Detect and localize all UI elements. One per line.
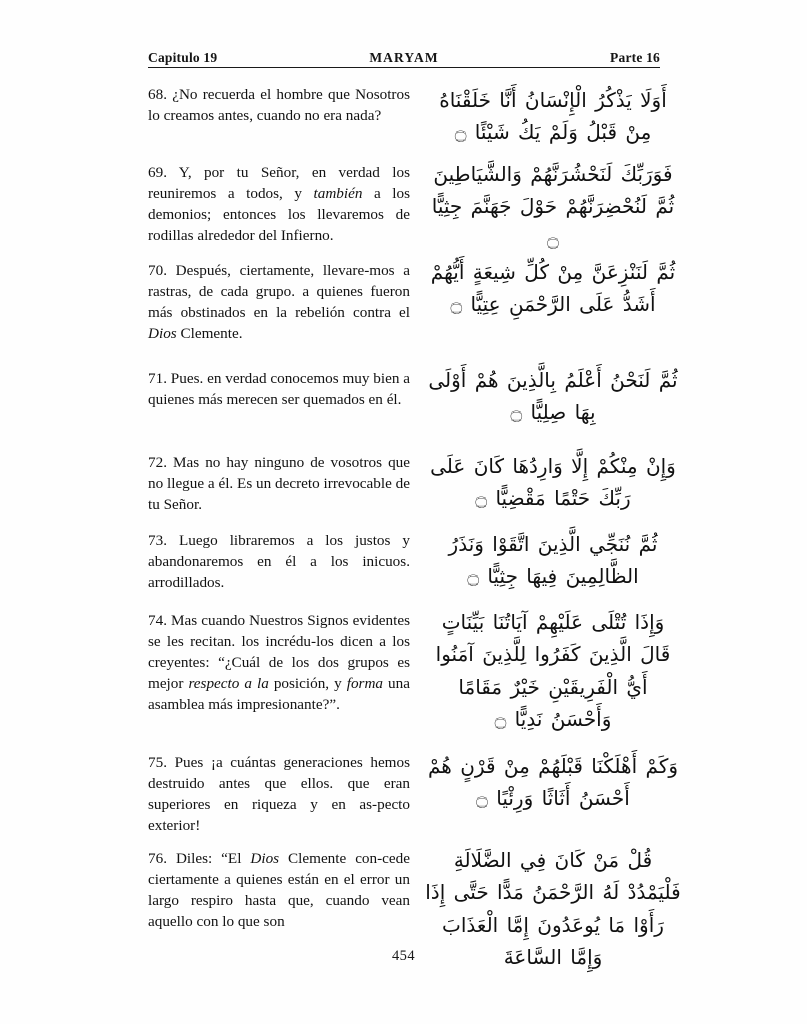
verse-spanish-75: 75. Pues ¡a cuántas generaciones hemos destruido antes que ellos. que eran superiores en riqueza y en as-pecto exterior! <box>148 754 410 835</box>
verse-arabic-75: وَكَمْ أَهْلَكْنَا قَبْلَهُمْ مِنْ قَرْنٍ هُمْ أَحْسَنُ أَثَاثًا وَرِئْيًا ۝ <box>428 754 678 811</box>
running-header <box>148 44 660 68</box>
verse-arabic-72: وَإِنْ مِنْكُمْ إِلَّا وَارِدُهَا كَانَ عَلَى رَبِّكَ حَتْمًا مَقْضِيًّا ۝ <box>430 454 676 511</box>
verse-arabic-68: أَوَلَا يَذْكُرُ الْإِنْسَانُ أَنَّا خَلَقْنَاهُ مِنْ قَبْلُ وَلَمْ يَكُ شَيْئًا ۝ <box>439 88 667 145</box>
verse-spanish-68: 68. ¿No recuerda el hombre que Nosotros lo creamos antes, cuando no era nada? <box>148 86 410 125</box>
verse-arabic-71: ثُمَّ لَنَحْنُ أَعْلَمُ بِالَّذِينَ هُمْ أَوْلَى بِهَا صِلِيًّا ۝ <box>428 368 678 425</box>
verse-spanish-72: 72. Mas no hay ninguno de vosotros que no llegue a él. Es un decreto irrevocable de tu Señor. <box>148 454 410 514</box>
page-number: 454 <box>392 948 415 964</box>
header-surah-title: MARYAM <box>369 50 439 65</box>
verse-spanish-74: 74. Mas cuando Nuestros Signos evidentes se les recitan. los incrédu-los dicen a los creyentes: “¿Cuál de los dos grupos es mejor respecto a la posición, y forma una asamblea más impresionante?”. <box>148 612 410 714</box>
header-part-label: Parte 16 <box>610 50 660 65</box>
verse-spanish-76: 76. Diles: “El Dios Clemente con-cede ciertamente a quienes están en el error un largo respiro hasta que, cuando vean aquello con lo que son <box>148 850 410 931</box>
header-chapter-label: Capitulo 19 <box>148 50 218 65</box>
page-folio <box>0 948 807 965</box>
verse-arabic-73: ثُمَّ نُنَجِّي الَّذِينَ اتَّقَوْا وَنَذَرُ الظَّالِمِينَ فِيهَا جِثِيًّا ۝ <box>448 532 658 589</box>
verse-spanish-69: 69. Y, por tu Señor, en verdad los reuniremos a todos, y también a los demonios; entonces los llevaremos de rodillas alrededor del Infierno. <box>148 164 410 245</box>
verse-arabic-69: فَوَرَبِّكَ لَنَحْشُرَنَّهُمْ وَالشَّيَاطِينَ ثُمَّ لَنُحْضِرَنَّهُمْ حَوْلَ جَهَنَّمَ جِثِيًّا ۝ <box>431 162 675 251</box>
verse-arabic-74: وَإِذَا تُتْلَى عَلَيْهِمْ آيَاتُنَا بَيِّنَاتٍ قَالَ الَّذِينَ كَفَرُوا لِلَّذِينَ آمَنُوا أَيُّ الْفَرِيقَيْنِ خَيْرٌ مَقَامًا وَأَحْسَنُ نَدِيًّا ۝ <box>435 610 671 732</box>
verse-spanish-73: 73. Luego libraremos a los justos y abandonaremos en él a los inicuos. arrodillados. <box>148 532 410 592</box>
verse-arabic-76: قُلْ مَنْ كَانَ فِي الضَّلَالَةِ فَلْيَمْدُدْ لَهُ الرَّحْمَنُ مَدًّا حَتَّى إِذَا رَأَوْا مَا يُوعَدُونَ إِمَّا الْعَذَابَ وَإِمَّا السَّاعَةَ <box>425 848 681 970</box>
verse-spanish-71: 71. Pues. en verdad conocemos muy bien a quienes más merecen ser quemados en él. <box>148 370 410 409</box>
verse-arabic-70: ثُمَّ لَنَنْزِعَنَّ مِنْ كُلِّ شِيعَةٍ أَيُّهُمْ أَشَدُّ عَلَى الرَّحْمَنِ عِتِيًّا ۝ <box>430 260 676 317</box>
verse-spanish-70: 70. Después, ciertamente, llevare-mos a rastras, de cada grupo. a quienes fueron más obstinados en la rebelión contra el Dios Clemente. <box>148 262 410 343</box>
